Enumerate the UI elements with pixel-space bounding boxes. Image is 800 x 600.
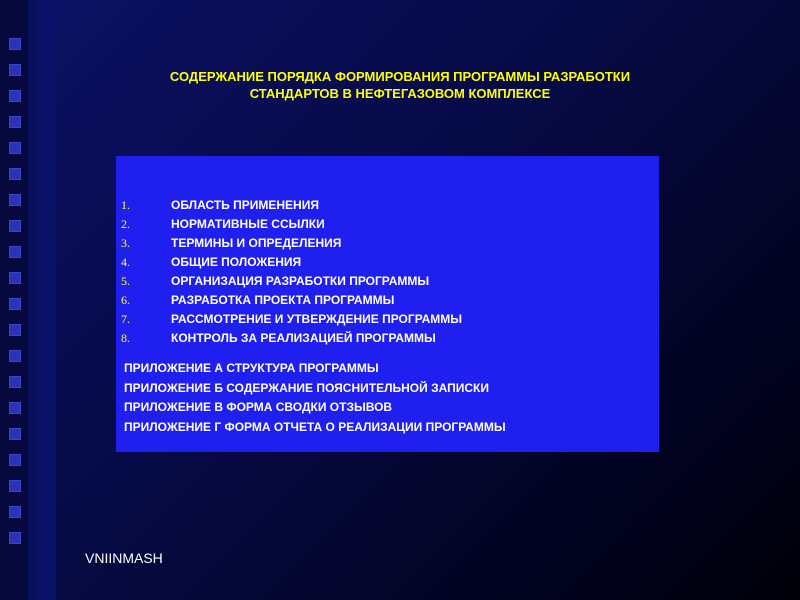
title-line-2: СТАНДАРТОВ В НЕФТЕГАЗОВОМ КОМПЛЕКСЕ <box>249 86 551 101</box>
contents-box <box>116 156 659 452</box>
title-line-1: СОДЕРЖАНИЕ ПОРЯДКА ФОРМИРОВАНИЯ ПРОГРАММЫ РАЗРАБОТКИ <box>169 69 631 84</box>
item-label: РАЗРАБОТКА ПРОЕКТА ПРОГРАММЫ <box>171 293 395 307</box>
item-number: 3. <box>121 236 130 250</box>
item-number: 5. <box>121 274 130 288</box>
item-number: 2. <box>121 217 130 231</box>
film-hole <box>9 324 21 336</box>
appendix-item: ПРИЛОЖЕНИЕ В ФОРМА СВОДКИ ОТЗЫВОВ <box>124 400 393 414</box>
film-hole <box>9 454 21 466</box>
film-hole <box>9 194 21 206</box>
film-hole <box>9 168 21 180</box>
item-label: ОРГАНИЗАЦИЯ РАЗРАБОТКИ ПРОГРАММЫ <box>171 274 430 288</box>
film-strip-decoration <box>0 0 28 600</box>
film-hole <box>9 402 21 414</box>
film-hole <box>9 350 21 362</box>
appendix-list <box>124 359 506 437</box>
item-label: НОРМАТИВНЫЕ ССЫЛКИ <box>171 217 325 231</box>
film-hole <box>9 38 21 50</box>
film-hole <box>9 428 21 440</box>
item-number: 8. <box>121 331 130 345</box>
film-hole <box>9 506 21 518</box>
item-label: КОНТРОЛЬ ЗА РЕАЛИЗАЦИЕЙ ПРОГРАММЫ <box>171 331 436 345</box>
item-number: 7. <box>121 312 130 326</box>
film-hole <box>9 532 21 544</box>
film-hole <box>9 298 21 310</box>
film-hole <box>9 116 21 128</box>
film-hole <box>9 64 21 76</box>
film-hole <box>9 376 21 388</box>
slide-title <box>40 68 760 102</box>
item-number: 4. <box>121 255 130 269</box>
film-hole <box>9 272 21 284</box>
item-label: ТЕРМИНЫ И ОПРЕДЕЛЕНИЯ <box>171 236 342 250</box>
item-label: ОБЩИЕ ПОЛОЖЕНИЯ <box>171 255 302 269</box>
film-hole <box>9 142 21 154</box>
film-hole <box>9 246 21 258</box>
item-number: 1. <box>121 198 130 212</box>
appendix-item: ПРИЛОЖЕНИЕ Г ФОРМА ОТЧЕТА О РЕАЛИЗАЦИИ ПРОГРАММЫ <box>124 419 506 434</box>
item-number: 6. <box>121 293 130 307</box>
appendix-item: ПРИЛОЖЕНИЕ Б СОДЕРЖАНИЕ ПОЯСНИТЕЛЬНОЙ ЗАПИСКИ <box>124 380 489 395</box>
film-hole <box>9 220 21 232</box>
film-hole <box>9 480 21 492</box>
item-label: ОБЛАСТЬ ПРИМЕНЕНИЯ <box>171 198 319 212</box>
item-label: РАССМОТРЕНИЕ И УТВЕРЖДЕНИЕ ПРОГРАММЫ <box>171 312 463 326</box>
film-hole <box>9 90 21 102</box>
footer-org-name: VNIINMASH <box>85 550 163 566</box>
appendix-item: ПРИЛОЖЕНИЕ А СТРУКТУРА ПРОГРАММЫ <box>124 361 379 375</box>
